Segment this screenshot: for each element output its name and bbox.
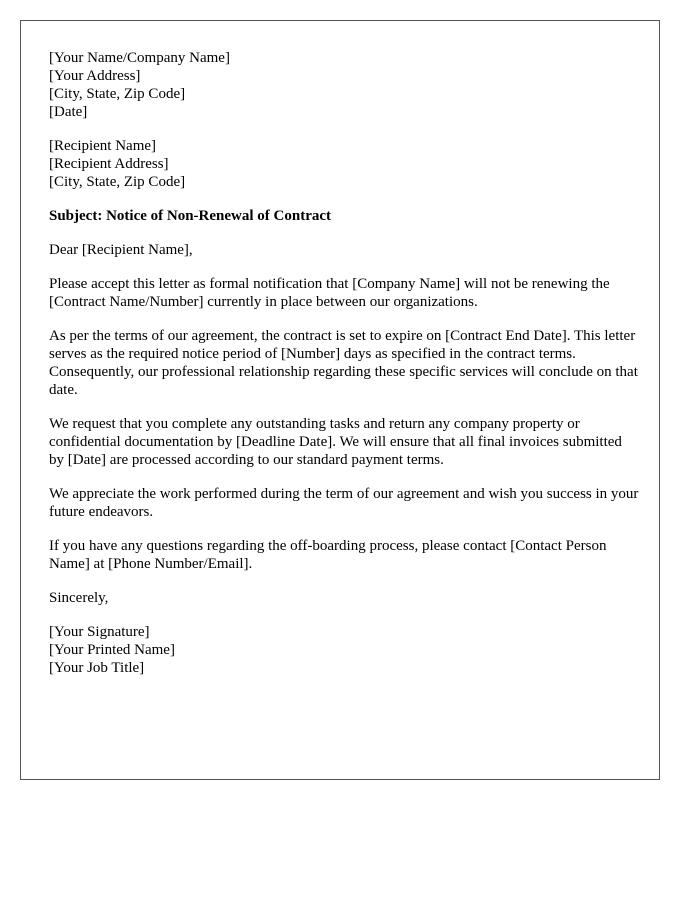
letter-page: [20, 20, 660, 780]
recipient-address: [Recipient Address]: [49, 156, 169, 172]
printed-name: [Your Printed Name]: [49, 642, 175, 658]
sender-block: [49, 49, 639, 121]
subject-line: Subject: Notice of Non-Renewal of Contract: [49, 208, 332, 224]
body-paragraph: Please accept this letter as formal notification that [Company Name] will not be renewing the [Contract Name/Number] currently in place between our organizations.: [49, 276, 610, 310]
signature-placeholder: [Your Signature]: [49, 624, 150, 640]
signature-block: [49, 623, 639, 677]
recipient-block: [49, 137, 639, 191]
closing: Sincerely,: [49, 590, 109, 606]
recipient-city: [City, State, Zip Code]: [49, 174, 186, 190]
sender-city: [City, State, Zip Code]: [49, 86, 186, 102]
sender-address: [Your Address]: [49, 68, 141, 84]
salutation: Dear [Recipient Name],: [49, 242, 193, 258]
sender-date: [Date]: [49, 104, 88, 120]
body-paragraph: If you have any questions regarding the off-boarding process, please contact [Contact Person Name] at [Phone Number/Email].: [49, 538, 607, 572]
body-paragraph: As per the terms of our agreement, the contract is set to expire on [Contract End Date]. This letter serves as the required notice period of [Number] days as specified in the contract terms. Consequently, our professional relationship regarding these specific services will conclude on that date.: [49, 328, 638, 398]
body-paragraph: We request that you complete any outstanding tasks and return any company property or confidential documentation by [Deadline Date]. We will ensure that all final invoices submitted by [Date] are processed according to our standard payment terms.: [49, 416, 622, 468]
letter-content: [49, 49, 639, 693]
recipient-name: [Recipient Name]: [49, 138, 157, 154]
sender-name: [Your Name/Company Name]: [49, 50, 230, 66]
body-paragraph: We appreciate the work performed during the term of our agreement and wish you success in your future endeavors.: [49, 486, 639, 520]
job-title: [Your Job Title]: [49, 660, 145, 676]
